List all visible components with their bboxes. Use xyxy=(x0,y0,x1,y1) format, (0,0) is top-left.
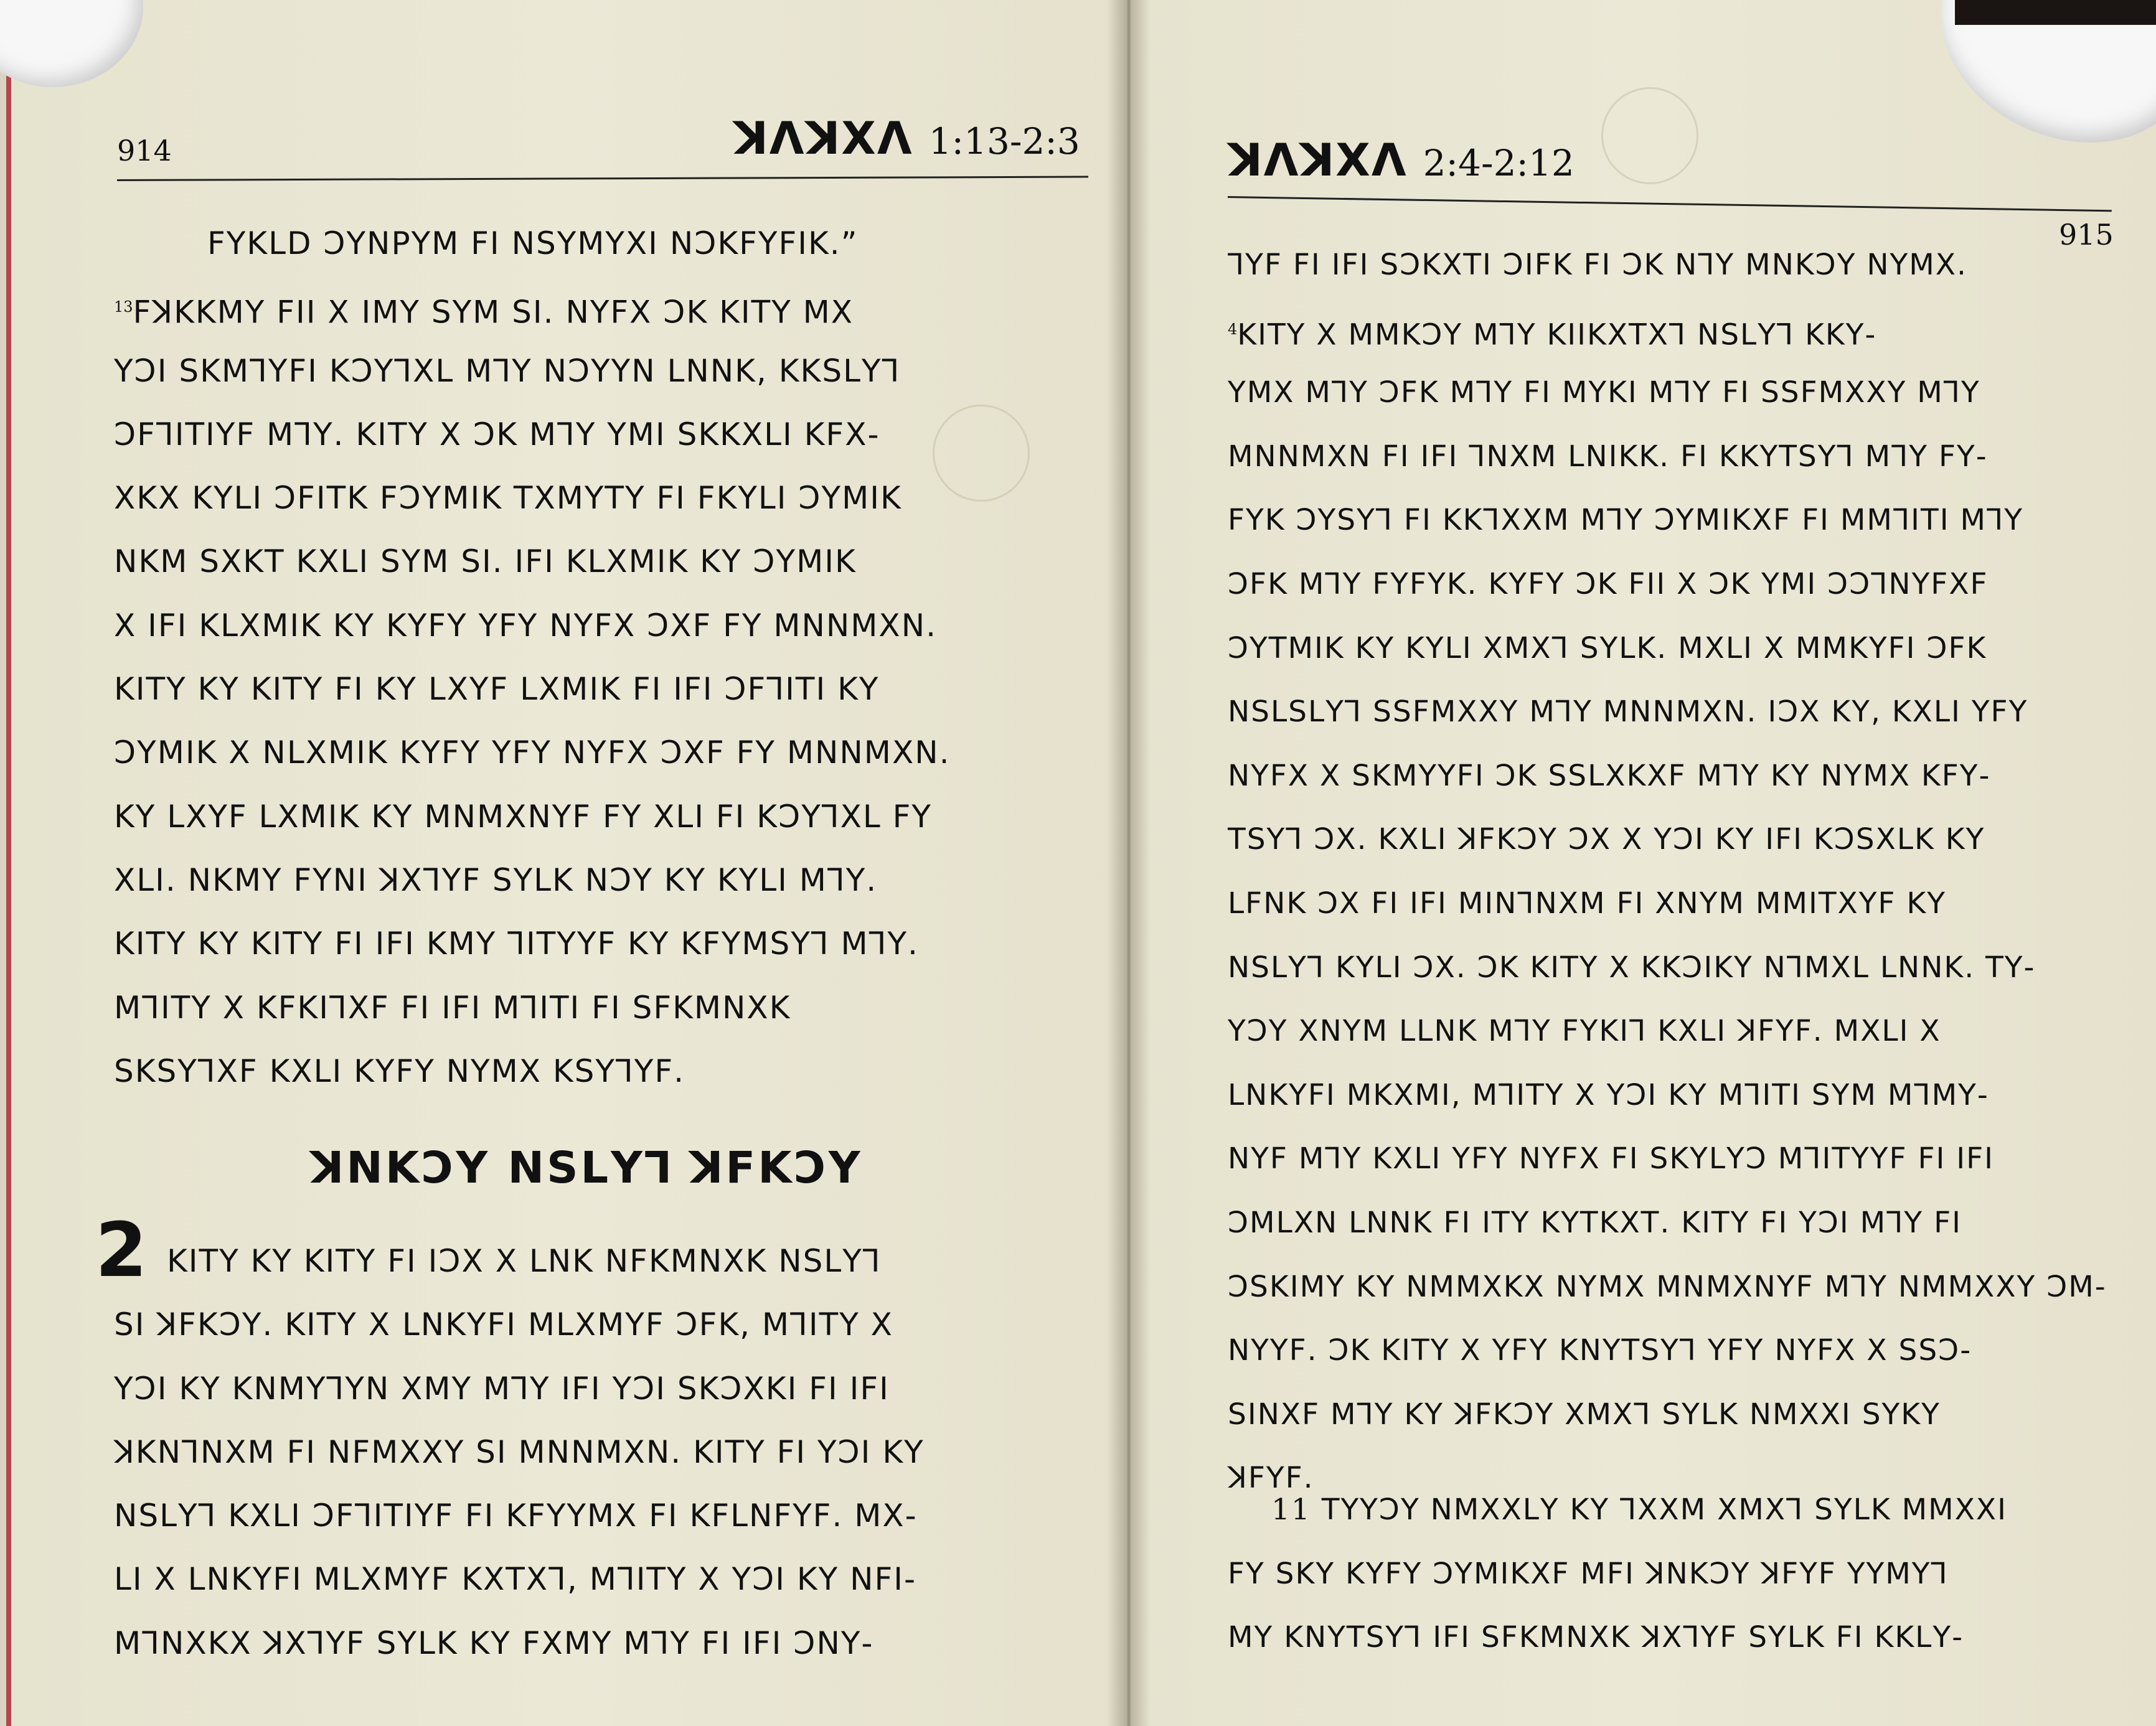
text-line: ꓝꓬꓗ ꓛꓬꓢꓬꓶ ꓝꓲ ꓗꓗꓶꓫꓫꓟ ꓟꓶꓬ ꓛꓬꓟꓲꓗꓫꓝ ꓝꓲ ꓟꓟꓶꓲꓔꓲ ꓟꓶꓬ xyxy=(1228,503,2023,538)
text-line: 11 ꓔꓬꓬꓛꓬ ꓠꓟꓫꓫꓡꓬ ꓗꓬ ꓶꓫꓫꓟ ꓫꓟꓫꓶ ꓢꓬꓡꓗ ꓟꓟꓫꓫꓲ xyxy=(1271,1493,2007,1527)
text-line: ꓠꓗꓟ ꓢꓫꓗꓔ ꓗꓫꓡꓲ ꓢꓬꓟ ꓢꓲ. ꓲꓝꓲ ꓗꓡꓫꓟꓲꓗ ꓗꓬ ꓛꓬꓟꓲꓗ xyxy=(114,543,857,580)
text-line: $^{13}$ꓝꓘꓗꓗꓟꓬ ꓝꓲꓲ ꓫ ꓲꓟꓬ ꓢꓬꓟ ꓢꓲ. ꓠꓬꓝꓫ ꓛꓗ ꓗꓲꓔꓬ ꓟꓫ xyxy=(114,294,854,331)
text-line: ꓬꓟꓫ ꓟꓶꓬ ꓛꓝꓗ ꓟꓶꓬ ꓝꓲ ꓟꓬꓗꓲ ꓟꓶꓬ ꓝꓲ ꓢꓢꓝꓟꓫꓫꓬ ꓟꓶꓬ xyxy=(1228,375,1980,410)
section-heading: ꓘꓠꓗꓛꓬ ꓠꓢꓡꓬꓶ ꓘꓝꓗꓛꓬ xyxy=(310,1142,863,1193)
page-edge-shadow xyxy=(1955,0,2156,25)
text-line: ꓫꓗꓫ ꓗꓬꓡꓲ ꓛꓝꓲꓔꓗ ꓝꓛꓬꓟꓲꓗ ꓔꓫꓟꓬꓔꓬ ꓝꓲ ꓝꓗꓬꓡꓲ ꓛꓬꓟꓲꓗ xyxy=(114,480,902,517)
verse-number: 13 xyxy=(114,298,133,316)
text-line: ꓝꓬꓗꓡꓓ ꓛꓬꓠꓑꓬꓟ ꓝꓲ ꓠꓢꓬꓟꓬꓫꓲ ꓠꓛꓗꓝꓬꓝꓲꓗ.” xyxy=(207,225,859,261)
paragraph-11 xyxy=(1228,1478,2149,1670)
text-line: ꓫ ꓲꓝꓲ ꓗꓡꓫꓟꓲꓗ ꓗꓬ ꓗꓬꓝꓬ ꓬꓝꓬ ꓠꓬꓝꓫ ꓛꓫꓝ ꓝꓬ ꓟꓠꓠꓟꓫꓠ. xyxy=(114,607,937,644)
text-line: ꓛꓢꓗꓲꓟꓬ ꓗꓬ ꓠꓟꓟꓫꓗꓫ ꓠꓬꓟꓫ ꓟꓠꓟꓫꓠꓬꓝ ꓟꓶꓬ ꓠꓟꓟꓫꓫꓬ ꓛꓟ- xyxy=(1228,1269,2107,1304)
text-line: ꓗꓬ ꓡꓫꓬꓝ ꓡꓫꓟꓲꓗ ꓗꓬ ꓟꓠꓟꓫꓠꓬꓝ ꓝꓬ ꓫꓡꓲ ꓝꓲ ꓗꓛꓬꓶꓫꓡ ꓝꓬ xyxy=(114,798,932,835)
text-line: ꓗꓲꓔꓬ ꓗꓬ ꓗꓲꓔꓬ ꓝꓲ ꓗꓬ ꓡꓫꓬꓝ ꓡꓫꓟꓲꓗ ꓝꓲ ꓲꓝꓲ ꓛꓝꓶꓲꓔꓲ ꓗꓬ xyxy=(114,671,880,708)
page-number: 914 xyxy=(117,134,172,167)
left-page xyxy=(6,0,1132,1726)
text-line: ꓡꓝꓠꓗ ꓛꓫ ꓝꓲ ꓲꓝꓲ ꓟꓲꓠꓶꓠꓫꓟ ꓝꓲ ꓫꓠꓬꓟ ꓟꓟꓲꓔꓫꓬꓝ ꓗꓬ xyxy=(1228,886,1946,921)
text-line: ꓟꓠꓠꓟꓫꓠ ꓝꓲ ꓲꓝꓲ ꓶꓠꓫꓟ ꓡꓠꓲꓗꓗ. ꓝꓲ ꓗꓗꓬꓔꓢꓬꓶ ꓟꓶꓬ ꓝꓬ- xyxy=(1228,439,1988,474)
text-line: ꓡꓲ ꓫ ꓡꓠꓗꓬꓝꓲ ꓟꓡꓫꓟꓬꓝ ꓗꓫꓔꓫꓶ, ꓟꓶꓲꓔꓬ ꓫ ꓬꓛꓲ ꓗꓬ ꓠꓝꓲ- xyxy=(114,1561,917,1598)
text-line: ꓠꓬꓝꓫ ꓫ ꓢꓗꓟꓬꓬꓝꓲ ꓛꓗ ꓢꓢꓡꓫꓗꓫꓝ ꓟꓶꓬ ꓗꓬ ꓠꓬꓟꓫ ꓗꓝꓬ- xyxy=(1228,758,1991,793)
right-page xyxy=(1128,0,2156,1726)
text-block-upper xyxy=(114,212,1104,1103)
text-line: ꓔꓢꓬꓶ ꓛꓫ. ꓗꓫꓡꓲ ꓘꓝꓗꓛꓬ ꓛꓫ ꓫ ꓬꓛꓲ ꓗꓬ ꓲꓝꓲ ꓗꓛꓢꓫꓡꓗ ꓗꓬ xyxy=(1228,822,1985,857)
text-line: ꓠꓢꓡꓬꓶ ꓗꓫꓡꓲ ꓛꓝꓶꓲꓔꓲꓬꓝ ꓝꓲ ꓗꓝꓬꓬꓟꓫ ꓝꓲ ꓗꓝꓡꓠꓝꓬꓝ. ꓟꓫ- xyxy=(114,1498,918,1534)
header-rule xyxy=(1228,196,2112,212)
chapter-verse-range: 1:13-2:3 xyxy=(928,120,1080,162)
book-title: ꓘꓥꓘꓫꓥ xyxy=(733,112,913,164)
text-line: ꓡꓠꓗꓬꓝꓲ ꓟꓗꓫꓟꓲ, ꓟꓶꓲꓔꓬ ꓫ ꓬꓛꓲ ꓗꓬ ꓟꓶꓲꓔꓲ ꓢꓬꓟ ꓟꓶꓟꓬ- xyxy=(1228,1077,1989,1112)
text-line: ꓝꓬ ꓢꓗꓬ ꓗꓬꓝꓬ ꓛꓬꓟꓲꓗꓫꓝ ꓟꓝꓲ ꓘꓠꓗꓛꓬ ꓘꓝꓬꓝ ꓬꓬꓟꓬꓶ xyxy=(1228,1556,1949,1591)
text-line: ꓛꓝꓗ ꓟꓶꓬ ꓝꓬꓝꓬꓗ. ꓗꓬꓝꓬ ꓛꓗ ꓝꓲꓲ ꓫ ꓛꓗ ꓬꓟꓲ ꓛꓛꓶꓠꓬꓝꓫꓝ xyxy=(1228,566,1989,601)
text-line: ꓢꓲꓠꓫꓝ ꓟꓶꓬ ꓗꓬ ꓘꓝꓗꓛꓬ ꓫꓟꓫꓶ ꓢꓬꓡꓗ ꓠꓟꓫꓫꓲ ꓢꓬꓗꓬ xyxy=(1228,1397,1941,1432)
text-line: ꓟꓶꓲꓔꓬ ꓫ ꓗꓝꓗꓲꓶꓫꓝ ꓝꓲ ꓲꓝꓲ ꓟꓶꓲꓔꓲ ꓝꓲ ꓢꓝꓗꓟꓠꓫꓗ xyxy=(114,989,791,1026)
running-head xyxy=(1228,134,1575,186)
text-block-chapter xyxy=(114,1229,1104,1675)
text-line: ꓗꓲꓔꓬ ꓗꓬ ꓗꓲꓔꓬ ꓝꓲ ꓲꓝꓲ ꓗꓟꓬ ꓶꓲꓔꓬꓬꓝ ꓗꓬ ꓗꓝꓬꓟꓢꓬꓶ ꓟꓶꓬ. xyxy=(114,926,919,962)
header-rule xyxy=(117,176,1088,181)
text-line: ꓟꓶꓠꓫꓗꓫ ꓘꓫꓶꓬꓝ ꓢꓬꓡꓗ ꓗꓬ ꓝꓫꓟꓬ ꓟꓶꓬ ꓝꓲ ꓲꓝꓲ ꓛꓠꓬ- xyxy=(114,1625,874,1661)
text-line: ꓗꓲꓔꓬ ꓗꓬ ꓗꓲꓔꓬ ꓝꓲ ꓲꓛꓫ ꓫ ꓡꓠꓗ ꓠꓝꓗꓟꓠꓫꓗ ꓠꓢꓡꓬꓶ xyxy=(167,1243,882,1279)
text-line: ꓘꓗꓠꓶꓠꓫꓟ ꓝꓲ ꓠꓝꓟꓫꓫꓬ ꓢꓲ ꓟꓠꓠꓟꓫꓠ. ꓗꓲꓔꓬ ꓝꓲ ꓬꓛꓲ ꓗꓬ xyxy=(114,1433,925,1470)
text-line: ꓫꓡꓲ. ꓠꓗꓟꓬ ꓝꓬꓠꓲ ꓘꓫꓶꓬꓝ ꓢꓬꓡꓗ ꓠꓛꓬ ꓗꓬ ꓗꓬꓡꓲ ꓟꓶꓬ. xyxy=(114,861,878,898)
text-line: $^4$ꓗꓲꓔꓬ ꓫ ꓟꓟꓗꓛꓬ ꓟꓶꓬ ꓗꓲꓲꓗꓫꓔꓫꓶ ꓠꓢꓡꓬꓶ ꓗꓗꓬ- xyxy=(1228,317,1877,352)
text-line: ꓛꓬꓟꓲꓗ ꓫ ꓠꓡꓫꓟꓲꓗ ꓗꓬꓝꓬ ꓬꓝꓬ ꓠꓬꓝꓫ ꓛꓫꓝ ꓝꓬ ꓟꓠꓠꓟꓫꓠ. xyxy=(114,734,951,771)
text-line: ꓬꓛꓲ ꓢꓗꓟꓶꓬꓝꓲ ꓗꓛꓬꓶꓫꓡ ꓟꓶꓬ ꓠꓛꓬꓬꓠ ꓡꓠꓠꓗ, ꓗꓗꓢꓡꓬꓶ xyxy=(114,352,901,389)
running-head xyxy=(733,112,1080,164)
text-line: ꓛꓟꓡꓫꓠ ꓡꓠꓠꓗ ꓝꓲ ꓲꓔꓬ ꓗꓬꓔꓗꓫꓔ. ꓗꓲꓔꓬ ꓝꓲ ꓬꓛꓲ ꓟꓶꓬ ꓝꓲ xyxy=(1228,1205,1962,1240)
text-line: ꓟꓬ ꓗꓠꓬꓔꓢꓬꓶ ꓲꓝꓲ ꓢꓝꓗꓟꓠꓫꓗ ꓘꓫꓶꓬꓝ ꓢꓬꓡꓗ ꓝꓲ ꓗꓗꓡꓬ- xyxy=(1228,1620,1964,1655)
book-gutter xyxy=(1107,0,1151,1726)
text-line: ꓠꓬꓝ ꓟꓶꓬ ꓗꓫꓡꓲ ꓬꓝꓬ ꓠꓬꓝꓫ ꓝꓲ ꓢꓗꓬꓡꓬꓛ ꓟꓶꓲꓔꓬꓬꓝ ꓝꓲ ꓲꓝꓲ xyxy=(1228,1142,1995,1176)
text-line: ꓠꓢꓡꓬꓶ ꓗꓬꓡꓲ ꓛꓫ. ꓛꓗ ꓗꓲꓔꓬ ꓫ ꓗꓗꓛꓲꓗꓬ ꓠꓶꓟꓫꓡ ꓡꓠꓠꓗ. ꓔꓬ- xyxy=(1228,950,2036,985)
text-block-right xyxy=(1228,233,2149,1511)
text-line: ꓘꓝꓬꓝ. xyxy=(1228,1461,1314,1496)
text-line: ꓢꓲ ꓘꓝꓗꓛꓬ. ꓗꓲꓔꓬ ꓫ ꓡꓠꓗꓬꓝꓲ ꓟꓡꓫꓟꓬꓝ ꓛꓝꓗ, ꓟꓶꓲꓔꓬ ꓫ xyxy=(114,1306,893,1343)
text-line: ꓬꓛꓲ ꓗꓬ ꓗꓠꓟꓬꓶꓬꓠ ꓫꓟꓬ ꓟꓶꓬ ꓲꓝꓲ ꓬꓛꓲ ꓢꓗꓛꓫꓗꓲ ꓝꓲ ꓲꓝꓲ xyxy=(114,1370,890,1407)
text-line: ꓛꓬꓔꓟꓲꓗ ꓗꓬ ꓗꓬꓡꓲ ꓫꓟꓫꓶ ꓢꓬꓡꓗ. ꓟꓫꓡꓲ ꓫ ꓟꓟꓗꓬꓝꓲ ꓛꓝꓗ xyxy=(1228,631,1987,665)
book-title: ꓘꓥꓘꓫꓥ xyxy=(1228,134,1408,186)
text-line: ꓛꓝꓶꓲꓔꓲꓬꓝ ꓟꓶꓬ. ꓗꓲꓔꓬ ꓫ ꓛꓗ ꓟꓶꓬ ꓬꓟꓲ ꓢꓗꓗꓫꓡꓲ ꓗꓝꓫ- xyxy=(114,416,880,453)
verse-number: 11 xyxy=(1271,1493,1311,1527)
chapter-number: 2 xyxy=(95,1208,148,1294)
chapter-verse-range: 2:4-2:12 xyxy=(1423,142,1575,184)
text-line: ꓢꓗꓢꓬꓶꓫꓝ ꓗꓫꓡꓲ ꓗꓬꓝꓬ ꓠꓬꓟꓫ ꓗꓢꓬꓶꓬꓝ. xyxy=(114,1053,685,1089)
page-number: 915 xyxy=(2059,218,2114,251)
watermark-seal xyxy=(1601,87,1698,184)
text-line: ꓠꓢꓡꓢꓡꓬꓶ ꓢꓢꓝꓟꓫꓫꓬ ꓟꓶꓬ ꓟꓠꓠꓟꓫꓠ. ꓲꓛꓫ ꓗꓬ, ꓗꓫꓡꓲ ꓬꓝꓬ xyxy=(1228,695,2028,729)
text-line: ꓶꓬꓝ ꓝꓲ ꓲꓝꓲ ꓢꓛꓗꓫꓔꓲ ꓛꓲꓝꓗ ꓝꓲ ꓛꓗ ꓠꓶꓬ ꓟꓠꓗꓛꓬ ꓠꓬꓟꓫ. xyxy=(1228,248,1967,282)
text-line: ꓠꓬꓬꓝ. ꓛꓗ ꓗꓲꓔꓬ ꓫ ꓬꓝꓬ ꓗꓠꓬꓔꓢꓬꓶ ꓬꓝꓬ ꓠꓬꓝꓫ ꓫ ꓢꓢꓛ- xyxy=(1228,1333,1972,1368)
text-line: ꓬꓛꓬ ꓫꓠꓬꓟ ꓡꓡꓠꓗ ꓟꓶꓬ ꓝꓬꓗꓲꓶ ꓗꓫꓡꓲ ꓘꓝꓬꓝ. ꓟꓫꓡꓲ ꓫ xyxy=(1228,1014,1941,1049)
